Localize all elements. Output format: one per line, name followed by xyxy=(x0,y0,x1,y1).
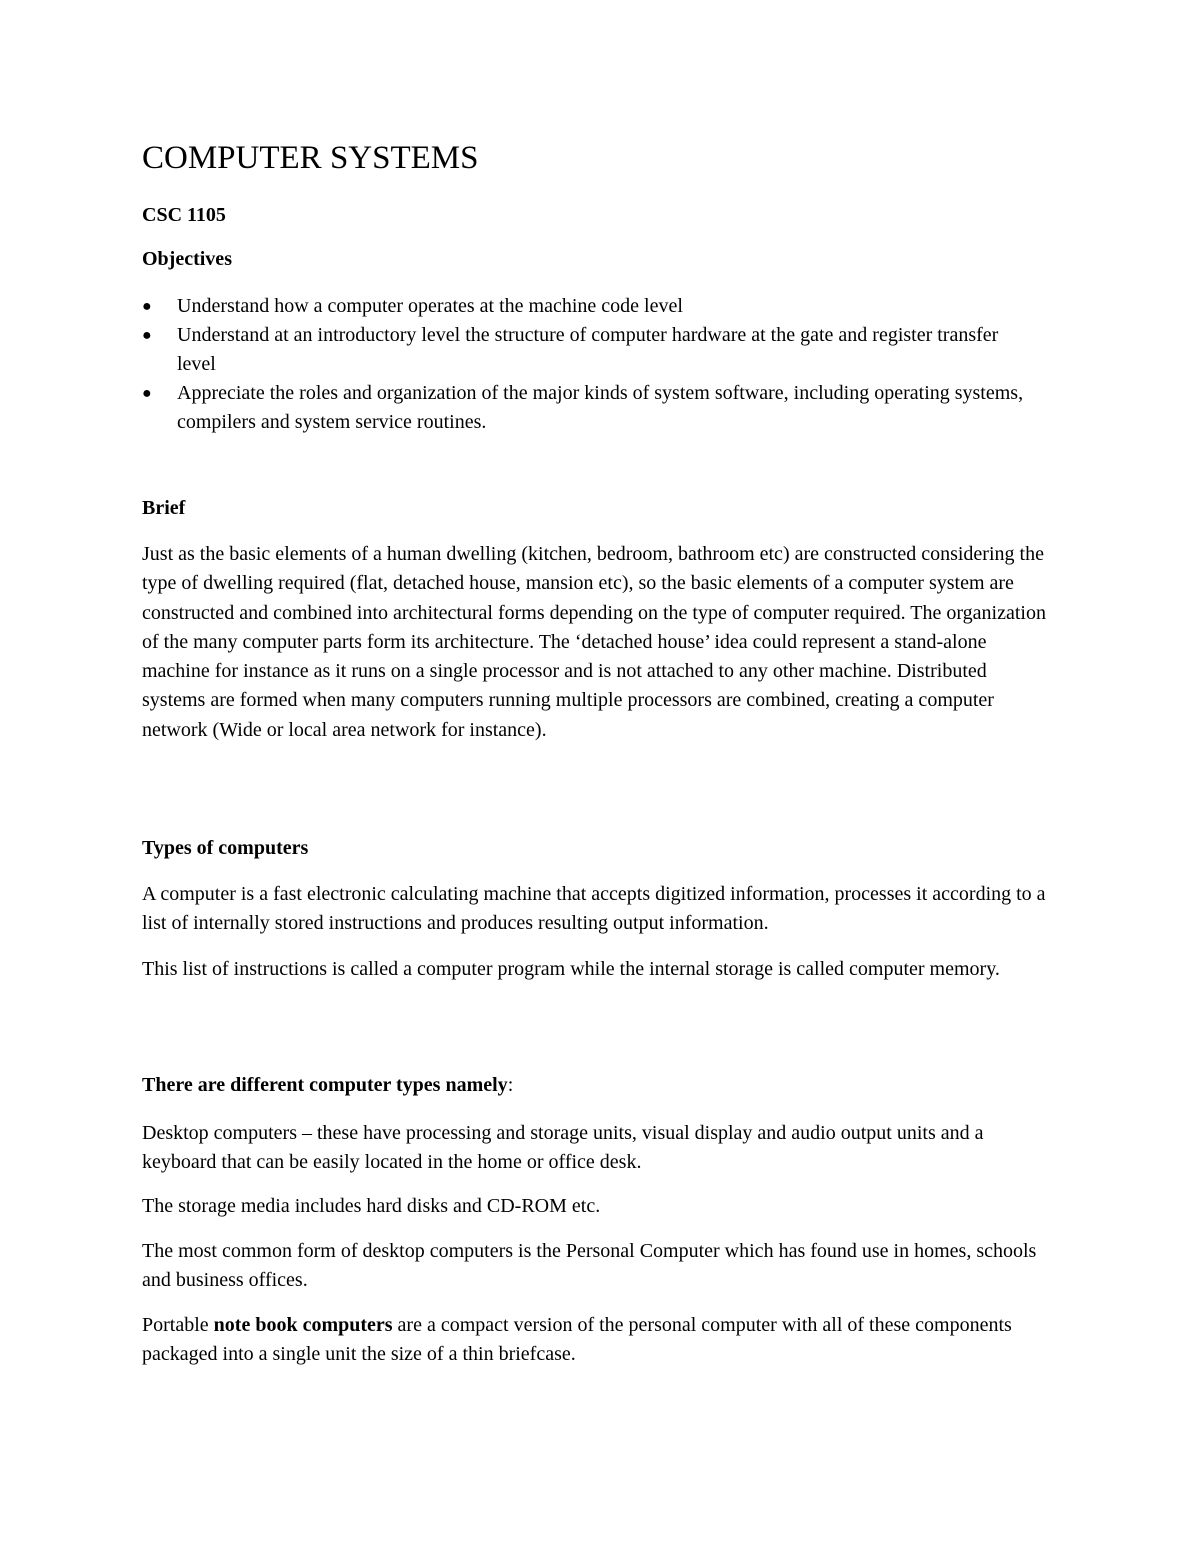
brief-heading: Brief xyxy=(142,497,186,519)
desktop-computers-paragraph: Desktop computers – these have processing and storage units, visual display and audio output units and a keyboard that can be easily located in the home or office desk. xyxy=(142,1122,984,1174)
document-title: COMPUTER SYSTEMS xyxy=(142,140,479,176)
notebook-suffix: are a compact version of the personal computer with all of these components packaged into a single unit the size of a thin briefcase. xyxy=(142,1314,1012,1366)
notebook-computers-paragraph xyxy=(142,1311,1054,1370)
bullet-icon: ● xyxy=(142,298,152,315)
computer-definition-paragraph: A computer is a fast electronic calculating machine that accepts digitized information, processes it according to a list of internally stored instructions and produces resulting output information. xyxy=(142,883,1046,935)
list-item xyxy=(142,321,1042,379)
objective-text: Understand at an introductory level the structure of computer hardware at the gate and register transfer level xyxy=(177,324,999,375)
notebook-prefix: Portable xyxy=(142,1314,214,1336)
bullet-icon: ● xyxy=(142,385,152,402)
types-heading: Types of computers xyxy=(142,837,309,859)
list-item xyxy=(142,379,1042,437)
program-memory-paragraph: This list of instructions is called a computer program while the internal storage is called computer memory. xyxy=(142,958,1000,980)
computer-types-heading xyxy=(142,1074,513,1097)
personal-computer-paragraph: The most common form of desktop computers is the Personal Computer which has found use in homes, schools and business offices. xyxy=(142,1240,1037,1292)
objectives-list xyxy=(142,292,1042,437)
course-code: CSC 1105 xyxy=(142,204,226,226)
computer-types-heading-text: There are different computer types namely xyxy=(142,1074,508,1096)
brief-paragraph: Just as the basic elements of a human dwelling (kitchen, bedroom, bathroom etc) are constructed considering the type of dwelling required (flat, detached house, mansion etc), so the basic elements of a computer system are constructed and combined into architectural forms depending on the type of computer required. The organization of the many computer parts form its architecture. The ‘detached house’ idea could represent a stand-alone machine for instance as it runs on a single processor and is not attached to any other machine. Distributed systems are formed when many computers running multiple processors are combined, creating a computer network (Wide or local area network for instance). xyxy=(142,543,1046,741)
objective-text: Appreciate the roles and organization of the major kinds of system software, including operating systems, compilers and system service routines. xyxy=(177,382,1024,433)
bullet-icon: ● xyxy=(142,327,152,344)
computer-types-heading-colon: : xyxy=(507,1074,514,1096)
notebook-bold-term: note book computers xyxy=(213,1314,393,1336)
objective-text: Understand how a computer operates at the machine code level xyxy=(177,295,683,317)
list-item xyxy=(142,292,1042,321)
storage-media-paragraph: The storage media includes hard disks and CD-ROM etc. xyxy=(142,1195,601,1217)
objectives-heading: Objectives xyxy=(142,248,232,270)
